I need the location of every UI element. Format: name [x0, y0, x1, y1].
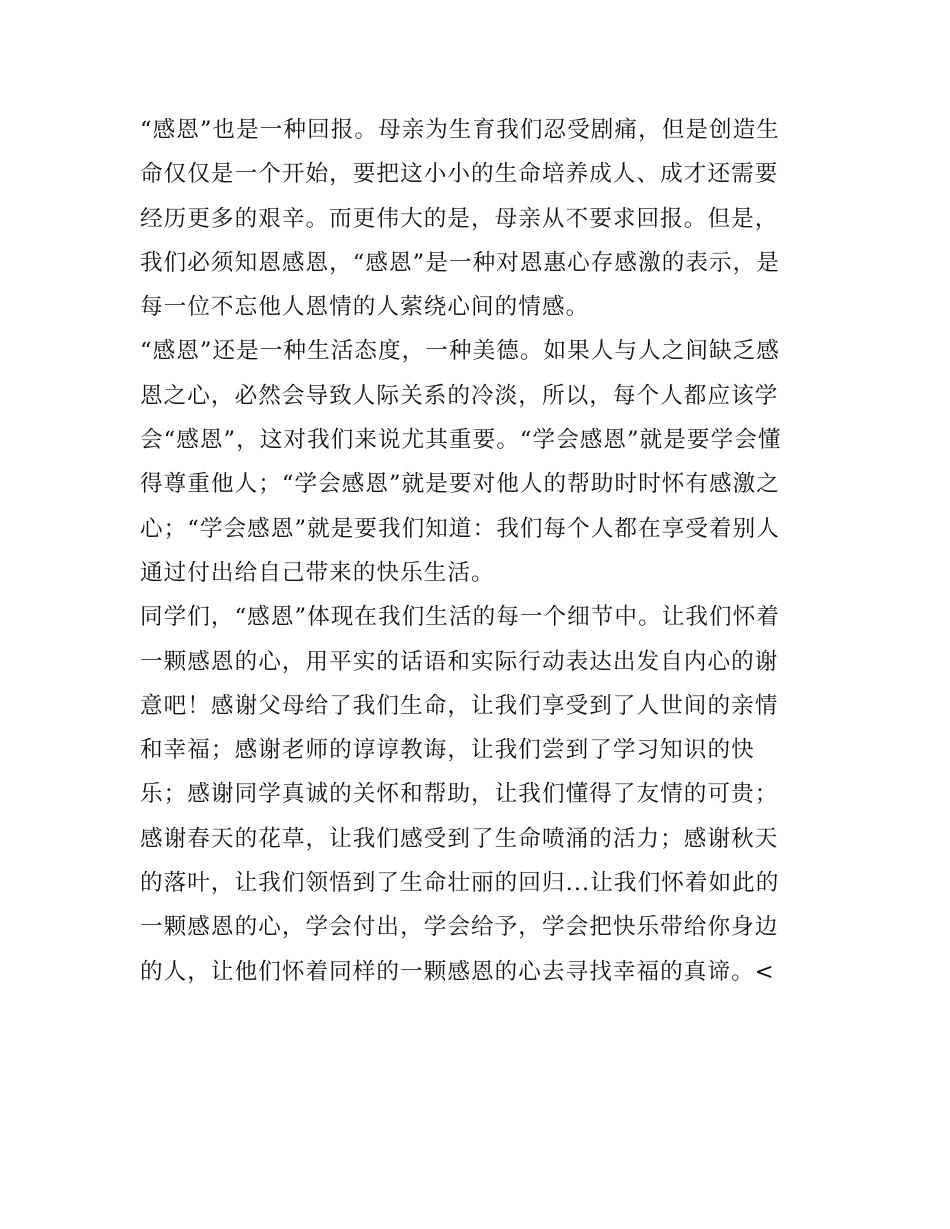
text-line: 的人，让他们怀着同样的一颗感恩的心去寻找幸福的真谛。<	[140, 958, 775, 985]
text-line: 乐；感谢同学真诚的关怀和帮助，让我们懂得了友情的可贵；	[140, 781, 779, 808]
text-line: 的落叶，让我们领悟到了生命壮丽的回归...让我们怀着如此的	[140, 870, 780, 897]
text-line: 意吧！感谢父母给了我们生命，让我们享受到了人世间的亲情	[140, 692, 779, 719]
text-line: 同学们，“感恩”体现在我们生活的每一个细节中。让我们怀着	[140, 604, 780, 631]
text-line: 经历更多的艰辛。而更伟大的是，母亲从不要求回报。但是，	[140, 205, 779, 232]
text-line: 心；“学会感恩”就是要我们知道：我们每个人都在享受着别人	[140, 515, 780, 542]
text-line: “感恩”也是一种回报。母亲为生育我们忍受剧痛，但是创造生	[140, 117, 780, 143]
text-line: 命仅仅是一个开始，要把这小小的生命培养成人、成才还需要	[140, 161, 779, 188]
document-body	[140, 108, 830, 994]
text-line: 恩之心，必然会导致人际关系的冷淡，所以，每个人都应该学	[140, 382, 779, 409]
text-line: 会“感恩”，这对我们来说尤其重要。“学会感恩”就是要学会懂	[140, 427, 782, 454]
text-line: 每一位不忘他人恩情的人萦绕心间的情感。	[140, 294, 590, 321]
text-line: 感谢春天的花草，让我们感受到了生命喷涌的活力；感谢秋天	[140, 825, 779, 852]
text-line: 我们必须知恩感恩，“感恩”是一种对恩惠心存感激的表示，是	[140, 249, 780, 276]
text-line: 一颗感恩的心，用平实的话语和实际行动表达出发自内心的谢	[140, 648, 779, 675]
text-line: 和幸福；感谢老师的谆谆教诲，让我们尝到了学习知识的快	[140, 737, 755, 764]
text-line: 通过付出给自己带来的快乐生活。	[140, 559, 495, 586]
text-line: 一颗感恩的心，学会付出，学会给予，学会把快乐带给你身边	[140, 914, 779, 941]
text-line: 得尊重他人；“学会感恩”就是要对他人的帮助时时怀有感激之	[140, 471, 780, 498]
text-line: “感恩”还是一种生活态度，一种美德。如果人与人之间缺乏感	[140, 338, 780, 365]
